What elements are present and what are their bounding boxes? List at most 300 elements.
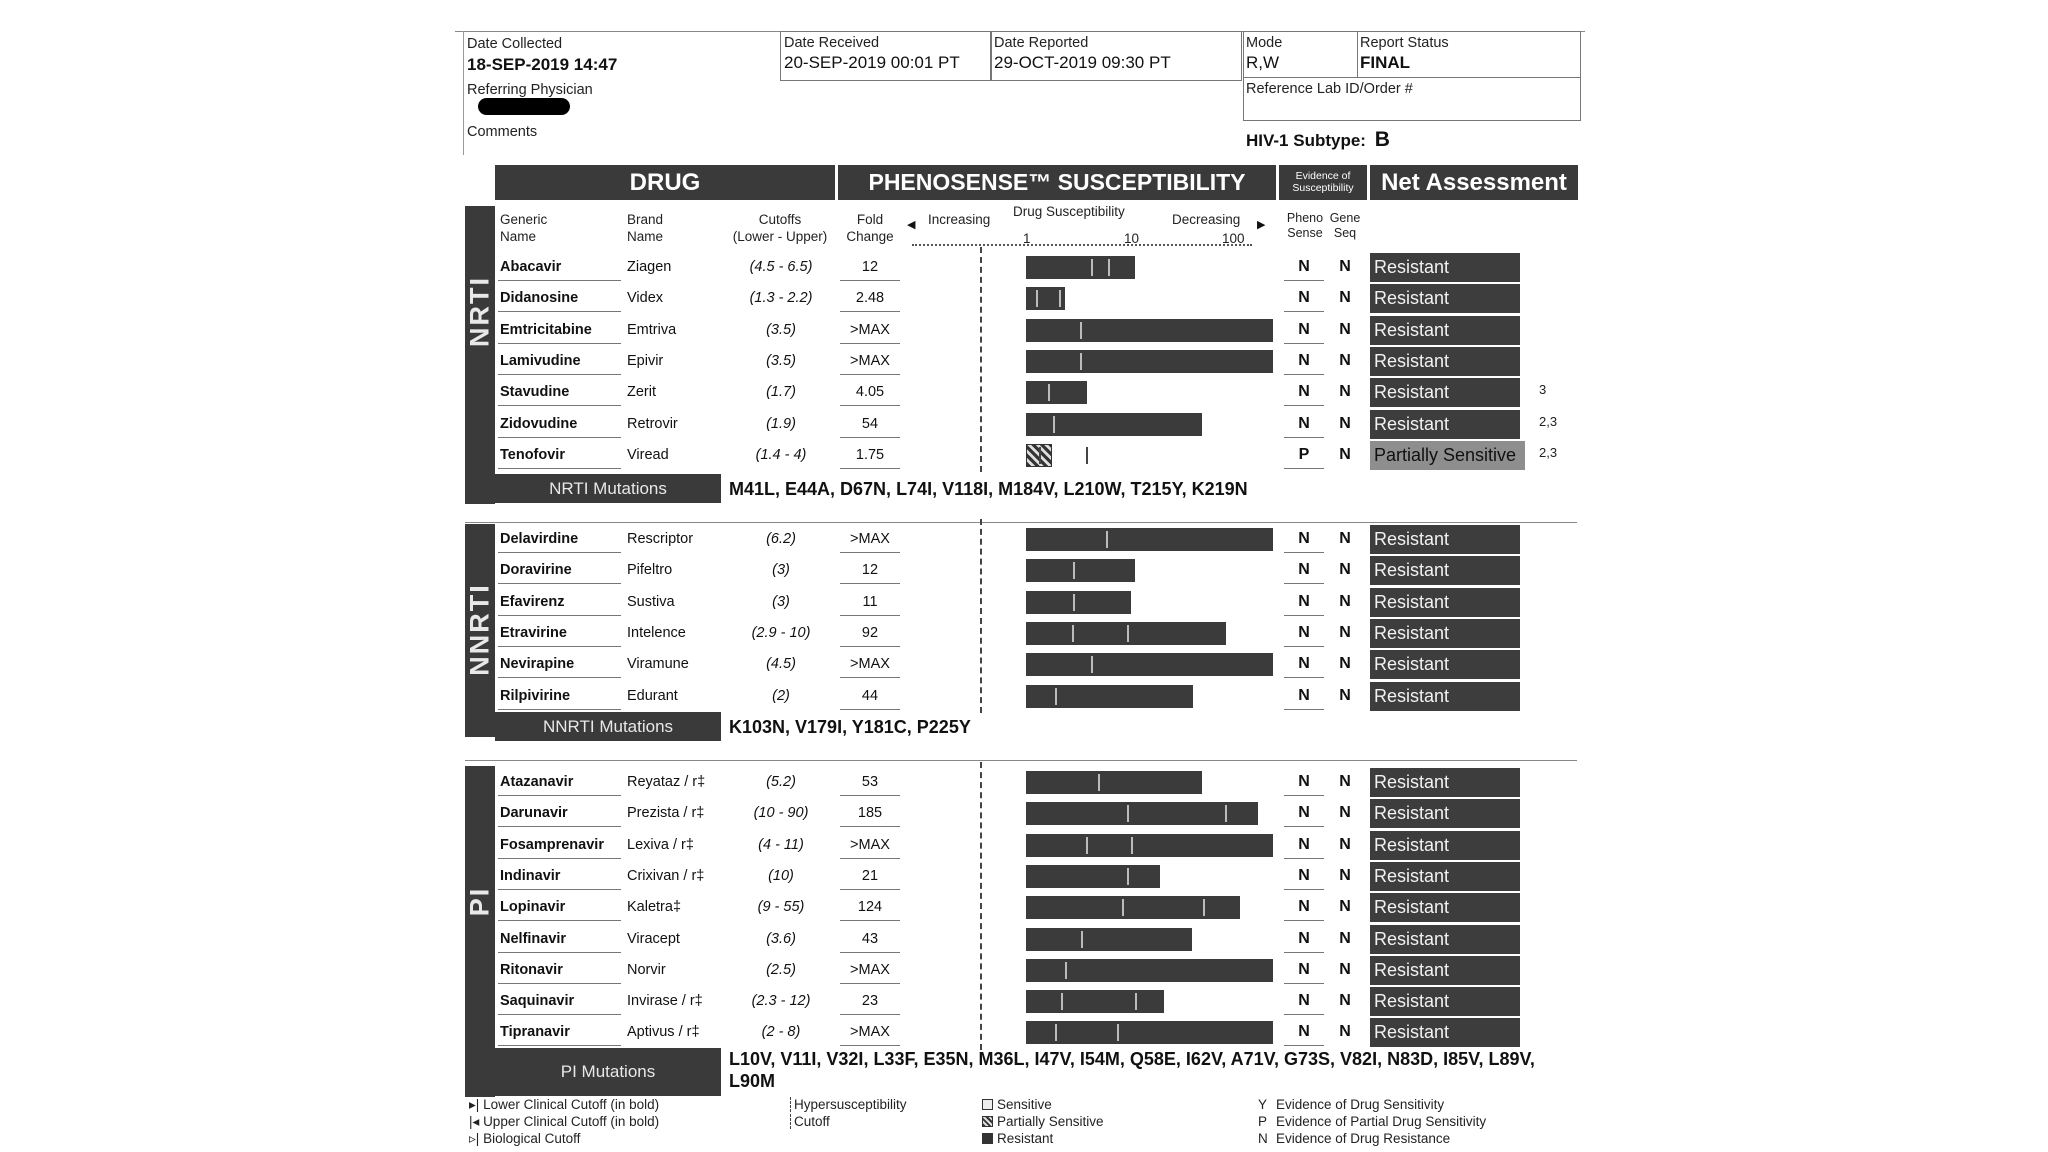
fold-underline <box>840 552 900 553</box>
pheno-underline <box>1284 826 1324 827</box>
lower-cutoff-marker <box>1127 805 1129 822</box>
date-collected-value: 18-SEP-2019 14:47 <box>467 55 618 74</box>
net-assessment-badge: Resistant <box>1370 619 1520 648</box>
pheno-underline <box>1284 615 1324 616</box>
report-status-label: Report Status <box>1360 35 1449 51</box>
pi-mutations-label: PI Mutations <box>495 1048 721 1096</box>
geneseq-evidence: N <box>1339 289 1351 306</box>
drug-fold-change: >MAX <box>850 322 890 338</box>
net-assessment-badge: Resistant <box>1370 925 1520 954</box>
generic-underline <box>498 795 621 796</box>
geneseq-evidence: N <box>1339 961 1351 978</box>
drug-generic-name: Nevirapine <box>500 656 575 672</box>
drug-cutoff: (5.2) <box>766 774 796 790</box>
pheno-underline <box>1284 437 1324 438</box>
fold-underline <box>840 583 900 584</box>
net-assessment-badge: Resistant <box>1370 284 1520 313</box>
table-row <box>0 925 2048 956</box>
fold-underline <box>840 889 900 890</box>
drug-cutoff: (2) <box>772 688 790 704</box>
footnote-ref: 2,3 <box>1539 445 1558 460</box>
net-assessment-badge: Resistant <box>1370 956 1520 985</box>
drug-brand-name: Intelence <box>627 625 686 641</box>
col-increasing: Increasing <box>928 212 991 227</box>
upper-cutoff-marker <box>1086 447 1088 464</box>
ref-lab-label: Reference Lab ID/Order # <box>1246 81 1413 97</box>
date-reported-value: 29-OCT-2019 09:30 PT <box>994 53 1171 72</box>
mode-value: R,W <box>1246 53 1280 72</box>
table-row <box>0 347 2048 378</box>
generic-underline <box>498 405 621 406</box>
phenosense-evidence: N <box>1298 415 1310 432</box>
table-row <box>0 556 2048 587</box>
nnrti-separator <box>465 760 1577 761</box>
net-assessment-badge: Resistant <box>1370 768 1520 797</box>
lower-cutoff-marker <box>1055 688 1057 705</box>
col-generic: Generic Name <box>500 212 548 244</box>
col-decreasing: Decreasing <box>1172 212 1241 227</box>
upper-cutoff-icon: |◂ <box>469 1114 480 1129</box>
banner-drug-text: DRUG <box>629 169 701 196</box>
upper-cutoff-marker <box>1131 837 1133 854</box>
fold-underline <box>840 311 900 312</box>
resistance-bar <box>1026 834 1273 857</box>
resistance-bar <box>1026 381 1087 404</box>
drug-generic-name: Indinavir <box>500 868 561 884</box>
fold-underline <box>840 952 900 953</box>
drug-fold-change: 4.05 <box>855 384 885 400</box>
footnote-ref: 2,3 <box>1539 414 1558 429</box>
drug-fold-change: >MAX <box>850 656 890 672</box>
drug-brand-name: Norvir <box>627 962 666 978</box>
generic-underline <box>498 952 621 953</box>
resistance-bar <box>1026 865 1160 888</box>
partial-icon <box>982 1116 993 1127</box>
phenosense-evidence: N <box>1298 383 1310 400</box>
generic-underline <box>498 280 621 281</box>
pheno-underline <box>1284 677 1324 678</box>
geneseq-evidence: N <box>1339 352 1351 369</box>
table-row <box>0 316 2048 347</box>
pheno-underline <box>1284 468 1324 469</box>
col-drug-susceptibility: Drug Susceptibility <box>1013 204 1125 219</box>
drug-cutoff: (4.5 - 6.5) <box>749 259 813 275</box>
drug-fold-change: 185 <box>857 805 883 821</box>
drug-cutoff: (2.9 - 10) <box>751 625 811 641</box>
phenosense-evidence: N <box>1298 530 1310 547</box>
pheno-underline <box>1284 374 1324 375</box>
drug-cutoff: (2.3 - 12) <box>751 993 811 1009</box>
fold-underline <box>840 405 900 406</box>
upper-cutoff-marker <box>1059 290 1061 307</box>
legend-y: Y Evidence of Drug Sensitivity <box>1258 1097 1445 1112</box>
drug-brand-name: Crixivan / r‡ <box>627 868 705 884</box>
pheno-underline <box>1284 1045 1324 1046</box>
table-row <box>0 441 2048 472</box>
fold-underline <box>840 1045 900 1046</box>
drug-generic-name: Ritonavir <box>500 962 563 978</box>
drug-brand-name: Epivir <box>627 353 664 369</box>
net-assessment-badge: Resistant <box>1370 347 1520 376</box>
banner-net-assessment <box>1370 165 1578 200</box>
fold-underline <box>840 826 900 827</box>
fold-underline <box>840 646 900 647</box>
geneseq-evidence: N <box>1339 415 1351 432</box>
nrti-group-label: NRTI <box>464 276 495 347</box>
drug-brand-name: Reyataz / r‡ <box>627 774 706 790</box>
generic-underline <box>498 437 621 438</box>
legend-p: P Evidence of Partial Drug Sensitivity <box>1258 1114 1487 1129</box>
generic-underline <box>498 468 621 469</box>
drug-cutoff: (3.6) <box>766 931 796 947</box>
fold-underline <box>840 795 900 796</box>
phenosense-evidence: N <box>1298 804 1310 821</box>
lower-cutoff-icon: ▸| <box>469 1097 480 1112</box>
drug-fold-change: 1.75 <box>855 447 885 463</box>
generic-underline <box>498 646 621 647</box>
subtype-value: B <box>1374 128 1390 151</box>
drug-generic-name: Delavirdine <box>500 531 579 547</box>
phenosense-evidence: N <box>1298 258 1310 275</box>
drug-generic-name: Zidovudine <box>500 416 578 432</box>
phenosense-evidence: N <box>1298 898 1310 915</box>
drug-fold-change: >MAX <box>850 531 890 547</box>
lower-cutoff-marker <box>1080 353 1082 370</box>
net-assessment-badge: Resistant <box>1370 682 1520 711</box>
generic-underline <box>498 1014 621 1015</box>
fold-underline <box>840 374 900 375</box>
resistance-bar <box>1026 1021 1273 1044</box>
phenosense-evidence: N <box>1298 352 1310 369</box>
upper-cutoff-marker <box>1135 993 1137 1010</box>
lower-cutoff-marker <box>1106 531 1108 548</box>
legend-lower: ▸| Lower Clinical Cutoff (in bold) <box>469 1097 660 1112</box>
banner-evidence-line1: Evidence of <box>1295 170 1351 182</box>
legend-sensitive: Sensitive <box>982 1097 1052 1112</box>
drug-cutoff: (10 - 90) <box>753 805 809 821</box>
net-assessment-badge: Resistant <box>1370 556 1520 585</box>
upper-cutoff-marker <box>1117 1024 1119 1041</box>
scale-10: 10 <box>1124 231 1140 246</box>
phenosense-evidence: N <box>1298 687 1310 704</box>
legend-partial: Partially Sensitive <box>982 1114 1104 1129</box>
nnrti-mutations-list: K103N, V179I, Y181C, P225Y <box>729 717 971 737</box>
drug-cutoff: (3.5) <box>766 322 796 338</box>
drug-fold-change: >MAX <box>850 1024 890 1040</box>
fold-underline <box>840 280 900 281</box>
pi-mutations-list: L10V, V11I, V32I, L33F, E35N, M36L, I47V, I54M, Q58E, I62V, A71V, G73S, V82I, N83D, I85V, L89V, L90M <box>729 1049 1535 1091</box>
pheno-underline <box>1284 343 1324 344</box>
geneseq-evidence: N <box>1339 687 1351 704</box>
table-row <box>0 284 2048 315</box>
mode-divider <box>1357 31 1358 77</box>
table-row <box>0 768 2048 799</box>
phenosense-evidence: N <box>1298 289 1310 306</box>
drug-cutoff: (4 - 11) <box>758 837 804 853</box>
phenosense-evidence: N <box>1298 593 1310 610</box>
table-row <box>0 682 2048 713</box>
drug-generic-name: Fosamprenavir <box>500 837 604 853</box>
table-row <box>0 619 2048 650</box>
banner-net-text: Net Assessment <box>1381 169 1567 196</box>
drug-generic-name: Lopinavir <box>500 899 566 915</box>
drug-cutoff: (1.3 - 2.2) <box>749 290 813 306</box>
generic-underline <box>498 983 621 984</box>
geneseq-evidence: N <box>1339 258 1351 275</box>
drug-fold-change: >MAX <box>850 353 890 369</box>
table-row <box>0 831 2048 862</box>
lower-cutoff-marker <box>1127 868 1129 885</box>
lower-cutoff-marker <box>1091 259 1093 276</box>
drug-brand-name: Sustiva <box>627 594 675 610</box>
phenosense-evidence: N <box>1298 561 1310 578</box>
upper-cutoff-marker <box>1203 899 1205 916</box>
resistance-bar <box>1026 528 1273 551</box>
pheno-underline <box>1284 858 1324 859</box>
drug-brand-name: Lexiva / r‡ <box>627 837 694 853</box>
pheno-underline <box>1284 405 1324 406</box>
drug-fold-change: 124 <box>857 899 883 915</box>
fold-underline <box>840 343 900 344</box>
table-row <box>0 650 2048 681</box>
resistance-bar <box>1026 413 1202 436</box>
banner-drug <box>495 165 835 200</box>
pheno-underline <box>1284 889 1324 890</box>
generic-underline <box>498 583 621 584</box>
drug-fold-change: >MAX <box>850 837 890 853</box>
table-row <box>0 588 2048 619</box>
drug-brand-name: Emtriva <box>627 322 677 338</box>
pheno-underline <box>1284 552 1324 553</box>
drug-generic-name: Etravirine <box>500 625 567 641</box>
drug-fold-change: 53 <box>861 774 879 790</box>
geneseq-evidence: N <box>1339 1023 1351 1040</box>
drug-brand-name: Kaletra‡ <box>627 899 682 915</box>
phenosense-evidence: N <box>1298 624 1310 641</box>
header-left-rule <box>463 31 464 155</box>
fold-underline <box>840 615 900 616</box>
drug-fold-change: 2.48 <box>855 290 885 306</box>
drug-cutoff: (1.7) <box>766 384 796 400</box>
fold-underline <box>840 920 900 921</box>
geneseq-evidence: N <box>1339 321 1351 338</box>
drug-fold-change: 11 <box>862 594 878 610</box>
net-assessment-badge: Resistant <box>1370 893 1520 922</box>
drug-generic-name: Tenofovir <box>500 447 565 463</box>
generic-underline <box>498 374 621 375</box>
resistance-bar <box>1026 591 1131 614</box>
drug-generic-name: Atazanavir <box>500 774 574 790</box>
fold-underline <box>840 709 900 710</box>
net-assessment-badge: Resistant <box>1370 588 1520 617</box>
fold-underline <box>840 1014 900 1015</box>
fold-underline <box>840 983 900 984</box>
table-row <box>0 987 2048 1018</box>
phenosense-evidence: N <box>1298 961 1310 978</box>
geneseq-evidence: N <box>1339 446 1351 463</box>
geneseq-evidence: N <box>1339 655 1351 672</box>
drug-fold-change: 12 <box>861 562 879 578</box>
drug-cutoff: (3) <box>772 562 790 578</box>
net-assessment-badge: Resistant <box>1370 831 1520 860</box>
legend-n: N Evidence of Drug Resistance <box>1258 1131 1451 1146</box>
net-assessment-badge: Resistant <box>1370 253 1520 282</box>
sensitive-icon <box>982 1099 993 1110</box>
geneseq-evidence: N <box>1339 624 1351 641</box>
col-cutoffs: Cutoffs (Lower - Upper) <box>732 212 828 244</box>
drug-cutoff: (6.2) <box>766 531 796 547</box>
net-assessment-badge: Resistant <box>1370 862 1520 891</box>
drug-generic-name: Stavudine <box>500 384 570 400</box>
net-assessment-badge: Resistant <box>1370 316 1520 345</box>
net-assessment-badge: Partially Sensitive <box>1370 441 1525 470</box>
generic-underline <box>498 343 621 344</box>
drug-generic-name: Lamivudine <box>500 353 581 369</box>
fold-underline <box>840 677 900 678</box>
geneseq-evidence: N <box>1339 930 1351 947</box>
table-row <box>0 1018 2048 1049</box>
geneseq-evidence: N <box>1339 530 1351 547</box>
drug-generic-name: Rilpivirine <box>500 688 571 704</box>
lower-cutoff-marker <box>1065 962 1067 979</box>
resistance-bar <box>1026 653 1273 676</box>
lower-cutoff-marker <box>1055 1024 1057 1041</box>
phenosense-evidence: N <box>1298 992 1310 1009</box>
drug-fold-change: 43 <box>861 931 879 947</box>
geneseq-evidence: N <box>1339 804 1351 821</box>
drug-generic-name: Saquinavir <box>500 993 575 1009</box>
legend-hyper: Hypersusceptibility <box>790 1097 907 1112</box>
net-assessment-badge: Resistant <box>1370 410 1520 439</box>
drug-fold-change: 23 <box>861 993 879 1009</box>
col-gene: Gene Seq <box>1329 211 1361 240</box>
drug-brand-name: Retrovir <box>627 416 678 432</box>
lower-cutoff-marker <box>1098 774 1100 791</box>
generic-underline <box>498 552 621 553</box>
upper-cutoff-marker <box>1108 259 1110 276</box>
date-reported-label: Date Reported <box>994 35 1089 51</box>
phenosense-evidence: N <box>1298 773 1310 790</box>
banner-phenosense-text: PHENOSENSE™ SUSCEPTIBILITY <box>868 169 1246 195</box>
pheno-underline <box>1284 583 1324 584</box>
resistance-bar <box>1026 319 1273 342</box>
generic-underline <box>498 709 621 710</box>
table-row <box>0 525 2048 556</box>
pheno-underline <box>1284 983 1324 984</box>
table-row <box>0 956 2048 987</box>
pheno-underline <box>1284 920 1324 921</box>
drug-cutoff: (2 - 8) <box>761 1024 801 1040</box>
drug-cutoff: (2.5) <box>766 962 796 978</box>
fold-underline <box>840 468 900 469</box>
drug-fold-change: 21 <box>861 868 879 884</box>
phenosense-evidence: N <box>1298 1023 1310 1040</box>
banner-evidence <box>1279 165 1367 200</box>
report-status-value: FINAL <box>1360 53 1411 72</box>
col-brand: Brand Name <box>627 212 664 244</box>
drug-brand-name: Rescriptor <box>627 531 694 547</box>
drug-cutoff: (1.9) <box>766 416 796 432</box>
drug-brand-name: Ziagen <box>627 259 672 275</box>
drug-brand-name: Viread <box>627 447 669 463</box>
resistance-bar <box>1026 287 1065 310</box>
pheno-underline <box>1284 646 1324 647</box>
table-row <box>0 410 2048 441</box>
drug-cutoff: (3) <box>772 594 790 610</box>
comments-label: Comments <box>467 124 538 140</box>
resistance-bar <box>1026 559 1135 582</box>
arrow-left-icon: ◀ <box>907 219 916 231</box>
pheno-underline <box>1284 795 1324 796</box>
hiv-subtype <box>1246 128 1390 152</box>
generic-underline <box>498 920 621 921</box>
footnote-ref: 3 <box>1539 382 1547 397</box>
pheno-underline <box>1284 709 1324 710</box>
generic-underline <box>498 677 621 678</box>
scale-100: 100 <box>1222 231 1245 246</box>
resistance-bar <box>1026 896 1240 919</box>
drug-brand-name: Videx <box>627 290 664 306</box>
date-collected-label: Date Collected <box>467 36 563 52</box>
table-row <box>0 253 2048 284</box>
geneseq-evidence: N <box>1339 561 1351 578</box>
drug-brand-name: Prezista / r‡ <box>627 805 705 821</box>
banner-evidence-line2: Susceptibility <box>1292 182 1354 194</box>
lower-cutoff-marker <box>1081 931 1083 948</box>
drug-cutoff: (4.5) <box>766 656 796 672</box>
lower-cutoff-marker <box>1073 562 1075 579</box>
lower-cutoff-marker <box>1122 899 1124 916</box>
drug-brand-name: Viracept <box>627 931 680 947</box>
nrti-mutations-list: M41L, E44A, D67N, L74I, V118I, M184V, L210W, T215Y, K219N <box>729 479 1248 499</box>
mode-hrule <box>1243 77 1580 78</box>
date-received-value: 20-SEP-2019 00:01 PT <box>784 53 960 72</box>
lower-cutoff-marker <box>1073 594 1075 611</box>
lower-cutoff-marker <box>1091 656 1093 673</box>
nnrti-group-label: NNRTI <box>464 583 495 676</box>
phenosense-evidence: P <box>1298 446 1310 463</box>
geneseq-evidence: N <box>1339 593 1351 610</box>
drug-fold-change: 12 <box>861 259 879 275</box>
col-pheno: Pheno Sense <box>1286 211 1324 240</box>
table-row <box>0 799 2048 830</box>
drug-generic-name: Emtricitabine <box>500 322 592 338</box>
phenosense-evidence: N <box>1298 930 1310 947</box>
net-assessment-badge: Resistant <box>1370 987 1520 1016</box>
subtype-label: HIV-1 Subtype: <box>1246 131 1366 150</box>
lower-cutoff-marker <box>1072 625 1074 642</box>
drug-fold-change: >MAX <box>850 962 890 978</box>
table-row <box>0 378 2048 409</box>
resistance-bar <box>1026 256 1135 279</box>
drug-generic-name: Tipranavir <box>500 1024 570 1040</box>
lower-cutoff-marker <box>1080 322 1082 339</box>
legend-resistant: Resistant <box>982 1131 1053 1146</box>
drug-generic-name: Darunavir <box>500 805 568 821</box>
pheno-underline <box>1284 1014 1324 1015</box>
pheno-underline <box>1284 280 1324 281</box>
pi-group-label: PI <box>464 886 495 917</box>
net-assessment-badge: Resistant <box>1370 525 1520 554</box>
legend-bio: ▹| Biological Cutoff <box>469 1131 581 1146</box>
drug-generic-name: Doravirine <box>500 562 572 578</box>
phenosense-evidence: N <box>1298 836 1310 853</box>
lower-cutoff-marker <box>1048 384 1050 401</box>
drug-cutoff: (9 - 55) <box>757 899 805 915</box>
geneseq-evidence: N <box>1339 867 1351 884</box>
drug-cutoff: (10) <box>768 868 794 884</box>
drug-generic-name: Abacavir <box>500 259 562 275</box>
